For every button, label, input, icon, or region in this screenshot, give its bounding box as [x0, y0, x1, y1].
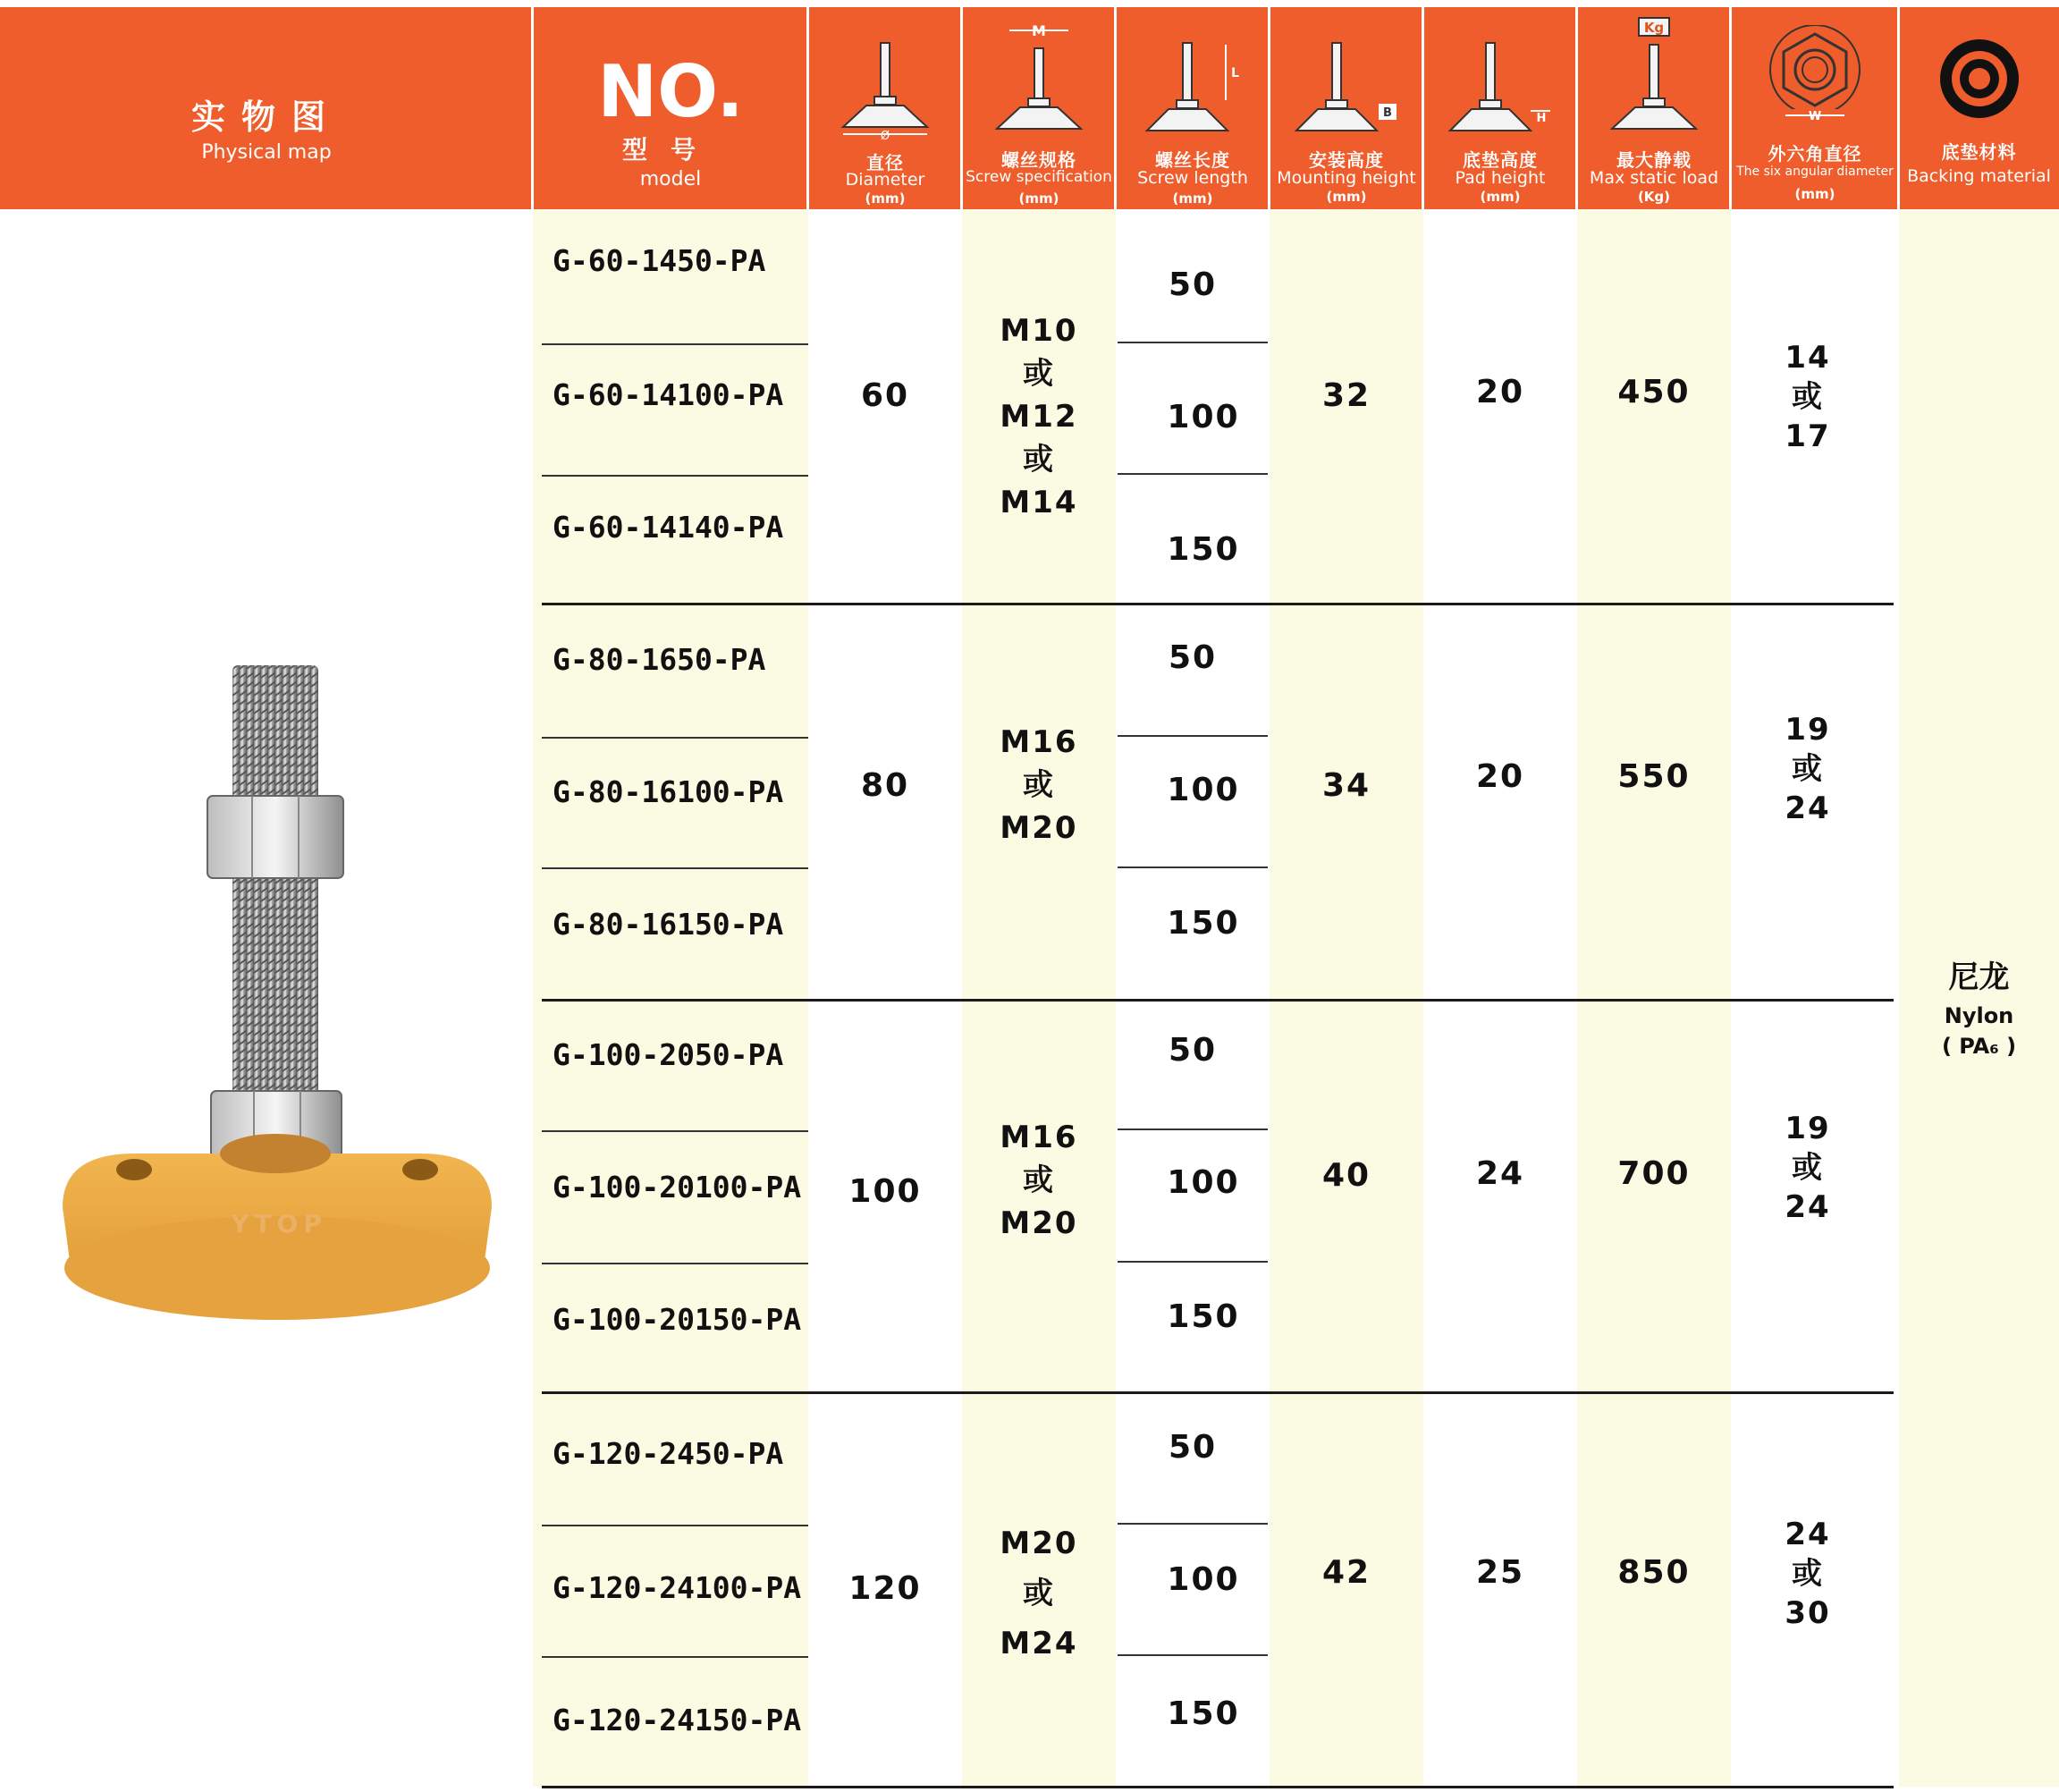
- header-max-load: [1577, 7, 1731, 209]
- header-backing: [1899, 7, 2059, 209]
- diameter-cell: 60: [860, 377, 910, 414]
- header-max-load-en: Max static load: [1589, 168, 1719, 188]
- band-screw-length: [1116, 209, 1270, 1787]
- hex-cell: 19 或 24: [1785, 712, 1831, 826]
- header-diameter-en: Diameter: [845, 170, 925, 190]
- model-cell: G-100-2050-PA: [553, 1037, 784, 1072]
- screw-length-cell: 100: [1167, 1164, 1240, 1201]
- diameter-cell: 120: [848, 1570, 922, 1607]
- foot-diameter-icon: [836, 41, 934, 141]
- diameter-cell: 80: [860, 767, 910, 804]
- model-cell: G-120-24100-PA: [553, 1570, 802, 1605]
- model-cell: G-120-2450-PA: [553, 1436, 784, 1471]
- header-diameter: [808, 7, 962, 209]
- model-cell: G-80-1650-PA: [553, 642, 766, 677]
- svg-text:M: M: [1032, 22, 1046, 39]
- screw-length-cell: 100: [1167, 1561, 1240, 1598]
- header-model-en: model: [639, 168, 702, 190]
- svg-text:L: L: [1231, 66, 1239, 80]
- diameter-cell: 100: [848, 1173, 922, 1210]
- screw-length-cell: 150: [1167, 905, 1240, 942]
- max-load-cell: 850: [1617, 1554, 1691, 1591]
- material-zh: 尼龙: [1948, 959, 2010, 995]
- header-pad-height-zh: 底垫高度: [1463, 149, 1538, 171]
- pad-height-cell: 25: [1475, 1554, 1525, 1591]
- header-screw-length: [1116, 7, 1270, 209]
- band-pad: [1423, 209, 1577, 1787]
- svg-text:W: W: [1808, 110, 1822, 123]
- max-load-cell: 450: [1617, 374, 1691, 410]
- header-screw-length-zh: 螺丝长度: [1155, 149, 1230, 171]
- foot-screw-length-icon: [1143, 41, 1242, 139]
- mounting-height-cell: 32: [1321, 377, 1371, 414]
- pad-height-cell: 24: [1475, 1155, 1525, 1192]
- header-backing-zh: 底垫材料: [1941, 141, 2017, 163]
- screw-spec-cell: M16 或 M20: [1000, 724, 1078, 846]
- model-cell: G-80-16100-PA: [553, 774, 784, 809]
- mounting-height-cell: 40: [1321, 1157, 1371, 1194]
- screw-length-cell: 150: [1167, 1695, 1240, 1732]
- svg-text:Kg: Kg: [1643, 20, 1665, 36]
- header-mounting-height-zh: 安装高度: [1309, 149, 1384, 171]
- foot-pad-height-icon: [1447, 41, 1554, 139]
- mounting-height-cell: 34: [1321, 767, 1371, 804]
- screw-length-cell: 100: [1167, 399, 1240, 435]
- backing-material: [1899, 952, 2059, 1059]
- model-cell: G-100-20150-PA: [553, 1302, 802, 1337]
- foot-mounting-height-icon: [1293, 41, 1400, 139]
- header-diameter-zh: 直径: [866, 152, 904, 173]
- header-pad-height-en: Pad height: [1455, 168, 1546, 188]
- band-load: [1577, 209, 1731, 1787]
- model-cell: G-120-24150-PA: [553, 1703, 802, 1737]
- screw-spec-cell: M10 或 M12 或 M14: [1000, 313, 1078, 520]
- header-physical: [0, 7, 533, 209]
- svg-text:B: B: [1383, 106, 1392, 120]
- header-physical-zh: 实物图: [190, 97, 342, 137]
- model-cell: G-60-1450-PA: [553, 243, 766, 278]
- screw-length-cell: 50: [1168, 1429, 1218, 1466]
- foot-screw-spec-icon: [990, 18, 1088, 134]
- header-model-zh: 型号: [621, 135, 719, 165]
- band-diameter: [808, 209, 962, 1787]
- screw-spec-cell: M16 或 M20: [1000, 1120, 1078, 1241]
- hex-cell: 19 或 24: [1785, 1111, 1831, 1225]
- header-screw-spec-zh: 螺丝规格: [1001, 149, 1076, 171]
- header-mounting-height-unit: (mm): [1326, 189, 1367, 205]
- pad-height-cell: 20: [1475, 758, 1525, 795]
- model-cell: G-60-14100-PA: [553, 377, 784, 412]
- svg-text:H: H: [1536, 112, 1547, 125]
- header-screw-length-unit: (mm): [1172, 190, 1213, 207]
- header-no: NO.: [597, 50, 744, 133]
- header-screw-spec-en: Screw specification: [966, 168, 1112, 186]
- header-backing-en: Backing material: [1907, 166, 2051, 186]
- material-en: Nylon: [1944, 1003, 2014, 1028]
- header-hex-diameter: [1731, 7, 1899, 209]
- header-mounting-height-en: Mounting height: [1277, 168, 1416, 188]
- header-physical-en: Physical map: [201, 141, 332, 164]
- leveling-foot-image: [54, 653, 501, 1332]
- max-load-cell: 700: [1617, 1155, 1691, 1192]
- header-screw-spec-unit: (mm): [1018, 190, 1059, 207]
- screw-spec-cell: M20 或 M24: [1000, 1526, 1078, 1661]
- header-max-load-unit: (Kg): [1637, 189, 1671, 205]
- header-hex-zh: 外六角直径: [1768, 143, 1862, 165]
- ring-icon: [1935, 34, 2024, 123]
- hex-nut-icon: [1766, 25, 1864, 123]
- header-pad-height: [1423, 7, 1577, 209]
- model-cell: G-80-16150-PA: [553, 907, 784, 942]
- hex-cell: 24 或 30: [1785, 1517, 1831, 1631]
- screw-length-cell: 50: [1168, 639, 1218, 676]
- screw-length-cell: 100: [1167, 772, 1240, 808]
- header-screw-length-en: Screw length: [1137, 168, 1248, 188]
- model-cell: G-100-20100-PA: [553, 1170, 802, 1205]
- screw-length-cell: 150: [1167, 1298, 1240, 1335]
- header-pad-height-unit: (mm): [1480, 189, 1521, 205]
- header-model: [533, 7, 808, 209]
- header-mounting-height: [1270, 7, 1423, 209]
- header-hex-unit: (mm): [1794, 186, 1835, 202]
- model-cell: G-60-14140-PA: [553, 510, 784, 545]
- header-bar: [0, 7, 2059, 209]
- screw-length-cell: 50: [1168, 266, 1218, 303]
- header-max-load-zh: 最大静载: [1616, 149, 1692, 171]
- foot-load-icon: [1605, 16, 1703, 136]
- hex-cell: 14 或 17: [1785, 340, 1831, 454]
- svg-text:Ø: Ø: [880, 130, 890, 141]
- max-load-cell: 550: [1617, 758, 1691, 795]
- material-code: ( PA₆ ): [1941, 1034, 2017, 1059]
- header-diameter-unit: (mm): [865, 190, 906, 207]
- header-screw-spec: [962, 7, 1116, 209]
- mounting-height-cell: 42: [1321, 1554, 1371, 1591]
- header-hex-en: The six angular diameter: [1736, 165, 1894, 179]
- band-mounting: [1270, 209, 1423, 1787]
- screw-length-cell: 50: [1168, 1032, 1218, 1069]
- brand-mark: YTOP: [231, 1209, 327, 1238]
- band-model: [533, 209, 808, 1787]
- screw-length-cell: 150: [1167, 531, 1240, 568]
- pad-height-cell: 20: [1475, 374, 1525, 410]
